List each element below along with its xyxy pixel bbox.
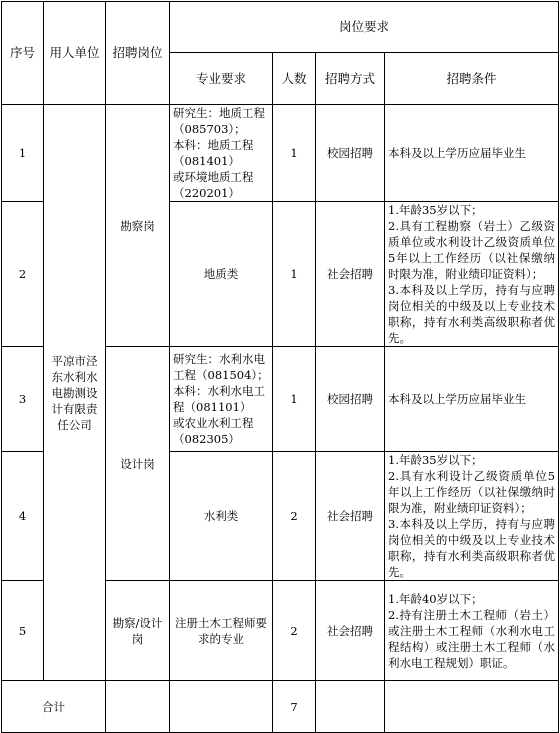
condition-line: 2.具有工程勘察（岩土）乙级资质单位或水利设计乙级资质单位5年以上工作经历（以社保缴纳时限为准，附业绩印证资料）； xyxy=(388,219,556,281)
header-seq: 序号 xyxy=(2,2,44,105)
row-seq: 1 xyxy=(2,105,44,202)
header-employer: 用人单位 xyxy=(44,2,106,105)
row-method: 校园招聘 xyxy=(316,105,385,202)
total-empty xyxy=(106,681,170,733)
major-line: 研究生：水利水电工程（081504）； xyxy=(173,352,269,382)
condition-line: 1.年龄40岁以下； xyxy=(388,591,483,606)
row-count: 1 xyxy=(273,202,316,347)
total-label: 合计 xyxy=(2,681,106,733)
condition-line: 1.年龄35岁以下； xyxy=(388,203,483,217)
row-seq: 3 xyxy=(2,347,44,452)
row-major: 注册土木工程师要求的专业 xyxy=(170,581,273,681)
row-conditions xyxy=(385,202,559,347)
header-count: 人数 xyxy=(273,53,316,105)
major-line: 研究生：地质工程（085703）； xyxy=(173,106,265,136)
position-cell-survey: 勘察岗 xyxy=(106,105,170,347)
condition-line: 1.年龄35岁以下； xyxy=(388,453,483,467)
condition-line: 2.具有水利设计乙级资质单位5年以上工作经历（以社保缴纳时限为准，附业绩印证资料）； xyxy=(388,469,556,515)
row-count: 2 xyxy=(273,452,316,581)
row-method: 社会招聘 xyxy=(316,202,385,347)
header-position: 招聘岗位 xyxy=(106,2,170,105)
row-seq: 5 xyxy=(2,581,44,681)
row-conditions: 本科及以上学历应届毕业生 xyxy=(385,347,559,452)
row-count: 2 xyxy=(273,581,316,681)
total-empty xyxy=(385,681,559,733)
condition-line: 3.本科及以上学历，持有与应聘岗位相关的中级及以上专业技术职称，持有水利类高级职称者优先。 xyxy=(388,517,556,579)
row-major: 地质类 xyxy=(170,202,273,347)
header-row-1 xyxy=(2,2,559,53)
table-row xyxy=(2,105,559,202)
row-major xyxy=(170,105,273,202)
row-seq: 4 xyxy=(2,452,44,581)
row-count: 1 xyxy=(273,347,316,452)
major-line: 或环境地质工程（220201） xyxy=(173,170,254,200)
header-major: 专业要求 xyxy=(170,53,273,105)
total-row xyxy=(2,681,559,733)
header-requirements: 岗位要求 xyxy=(170,2,559,53)
row-seq: 2 xyxy=(2,202,44,347)
major-line: 本科：地质工程（081401） xyxy=(173,138,254,168)
row-method: 校园招聘 xyxy=(316,347,385,452)
employer-cell: 平凉市泾东水利水电勘测设计有限责任公司 xyxy=(44,105,106,681)
total-count: 7 xyxy=(273,681,316,733)
row-conditions: 本科及以上学历应届毕业生 xyxy=(385,105,559,202)
position-cell-survey-design: 勘察/设计岗 xyxy=(106,581,170,681)
major-line: 本科：水利水电工程（081101） xyxy=(173,384,265,414)
row-method: 社会招聘 xyxy=(316,581,385,681)
row-method: 社会招聘 xyxy=(316,452,385,581)
total-empty xyxy=(316,681,385,733)
row-conditions xyxy=(385,452,559,581)
row-major xyxy=(170,347,273,452)
row-conditions xyxy=(385,581,559,681)
row-major: 水利类 xyxy=(170,452,273,581)
condition-line: 3.本科及以上学历，持有与应聘岗位相关的中级及以上专业技术职称，持有水利类高级职称者优先。 xyxy=(388,283,556,345)
major-line: 或农业水利工程（082305） xyxy=(173,416,254,446)
header-conditions: 招聘条件 xyxy=(385,53,559,105)
condition-line: 2.持有注册土木工程师（岩土）或注册土木工程师（水利水电工程结构）或注册土木工程师（水利水电工程规划）职证。 xyxy=(388,607,556,670)
header-method: 招聘方式 xyxy=(316,53,385,105)
recruitment-table xyxy=(1,1,559,733)
position-cell-design: 设计岗 xyxy=(106,347,170,581)
row-count: 1 xyxy=(273,105,316,202)
total-empty xyxy=(170,681,273,733)
